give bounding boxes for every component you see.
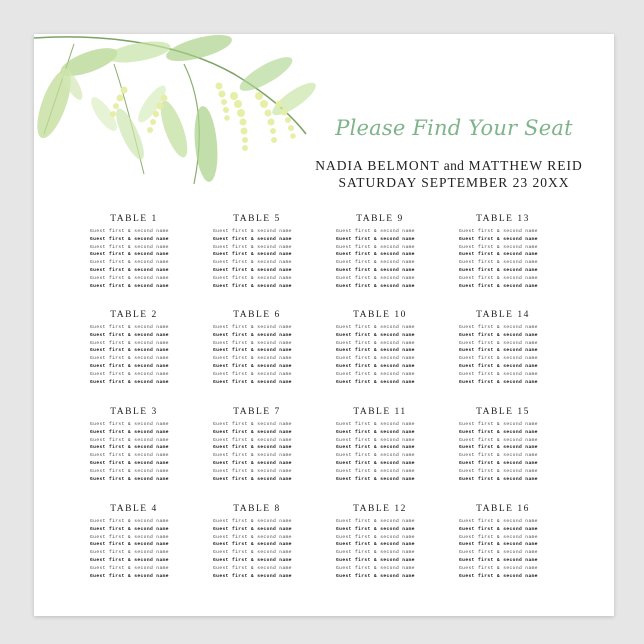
guest-name: Guest first & second name xyxy=(90,275,169,281)
guest-name: Guest first & second name xyxy=(336,557,415,563)
guest-name: Guest first & second name xyxy=(213,542,292,548)
guest-name: Guest first & second name xyxy=(336,519,415,524)
table-title: TABLE 7 xyxy=(233,407,281,417)
guest-name: Guest first & second name xyxy=(459,526,538,532)
guest-name: Guest first & second name xyxy=(213,340,292,346)
table-title: TABLE 3 xyxy=(110,407,158,417)
guest-name: Guest first & second name xyxy=(336,565,415,571)
guest-name: Guest first & second name xyxy=(459,267,538,273)
guest-name: Guest first & second name xyxy=(459,340,538,346)
guest-name: Guest first & second name xyxy=(90,236,169,242)
guest-name: Guest first & second name xyxy=(336,363,415,369)
table-title: TABLE 2 xyxy=(110,310,158,320)
guest-name: Guest first & second name xyxy=(459,332,538,338)
table-title: TABLE 16 xyxy=(476,504,530,514)
guest-name: Guest first & second name xyxy=(213,453,292,459)
guest-name: Guest first & second name xyxy=(90,429,169,435)
guest-name: Guest first & second name xyxy=(90,340,169,346)
guest-name: Guest first & second name xyxy=(90,573,169,579)
guest-name: Guest first & second name xyxy=(90,542,169,548)
guest-name: Guest first & second name xyxy=(90,379,169,385)
guest-name: Guest first & second name xyxy=(213,565,292,571)
guest-name: Guest first & second name xyxy=(213,379,292,385)
guest-name: Guest first & second name xyxy=(90,550,169,556)
guest-name: Guest first & second name xyxy=(213,526,292,532)
guest-name: Guest first & second name xyxy=(336,526,415,532)
table-block xyxy=(84,310,184,386)
guest-name: Guest first & second name xyxy=(336,379,415,385)
table-title: TABLE 1 xyxy=(110,214,158,224)
guest-name: Guest first & second name xyxy=(336,453,415,459)
guest-name: Guest first & second name xyxy=(336,267,415,273)
guest-name: Guest first & second name xyxy=(459,453,538,459)
guest-name: Guest first & second name xyxy=(336,356,415,362)
guest-name: Guest first & second name xyxy=(459,573,538,579)
guest-name: Guest first & second name xyxy=(213,236,292,242)
table-title: TABLE 13 xyxy=(476,214,530,224)
guest-name: Guest first & second name xyxy=(336,550,415,556)
guest-name: Guest first & second name xyxy=(336,260,415,266)
guest-name: Guest first & second name xyxy=(213,429,292,435)
guest-name: Guest first & second name xyxy=(336,445,415,451)
guest-name: Guest first & second name xyxy=(459,519,538,524)
guest-name: Guest first & second name xyxy=(90,422,169,427)
guest-name: Guest first & second name xyxy=(213,363,292,369)
guest-name: Guest first & second name xyxy=(459,283,538,289)
guest-name: Guest first & second name xyxy=(90,519,169,524)
guest-name: Guest first & second name xyxy=(336,422,415,427)
table-title: TABLE 10 xyxy=(353,310,407,320)
guest-name: Guest first & second name xyxy=(459,565,538,571)
guest-name: Guest first & second name xyxy=(336,283,415,289)
guest-name: Guest first & second name xyxy=(459,468,538,474)
guest-name: Guest first & second name xyxy=(90,460,169,466)
guest-name: Guest first & second name xyxy=(213,573,292,579)
table-block xyxy=(453,504,553,580)
guest-name: Guest first & second name xyxy=(459,437,538,443)
table-block xyxy=(453,310,553,386)
guest-name: Guest first & second name xyxy=(213,550,292,556)
guest-name: Guest first & second name xyxy=(90,468,169,474)
guest-name: Guest first & second name xyxy=(336,371,415,377)
guest-name: Guest first & second name xyxy=(213,348,292,354)
guest-name: Guest first & second name xyxy=(213,260,292,266)
table-title: TABLE 5 xyxy=(233,214,281,224)
guest-name: Guest first & second name xyxy=(336,244,415,250)
guest-name: Guest first & second name xyxy=(213,468,292,474)
guest-name: Guest first & second name xyxy=(459,244,538,250)
guest-name: Guest first & second name xyxy=(336,332,415,338)
guest-name: Guest first & second name xyxy=(90,229,169,234)
table-block xyxy=(207,214,307,290)
guest-name: Guest first & second name xyxy=(336,573,415,579)
page-title: Please Find Your Seat xyxy=(335,116,573,140)
guest-name: Guest first & second name xyxy=(213,229,292,234)
guest-name: Guest first & second name xyxy=(336,236,415,242)
guest-name: Guest first & second name xyxy=(459,363,538,369)
guest-name: Guest first & second name xyxy=(336,476,415,482)
guest-name: Guest first & second name xyxy=(459,542,538,548)
guest-name: Guest first & second name xyxy=(90,267,169,273)
guest-name: Guest first & second name xyxy=(336,429,415,435)
guest-name: Guest first & second name xyxy=(90,332,169,338)
guest-name: Guest first & second name xyxy=(90,363,169,369)
guest-name: Guest first & second name xyxy=(90,534,169,540)
guest-name: Guest first & second name xyxy=(459,445,538,451)
table-title: TABLE 11 xyxy=(353,407,407,417)
guest-name: Guest first & second name xyxy=(90,260,169,266)
guest-name: Guest first & second name xyxy=(90,325,169,330)
groom-name: MATTHEW REID xyxy=(468,158,583,173)
guest-name: Guest first & second name xyxy=(213,332,292,338)
guest-name: Guest first & second name xyxy=(336,437,415,443)
watercolor-foliage-illustration xyxy=(34,34,334,224)
guest-name: Guest first & second name xyxy=(90,283,169,289)
table-block xyxy=(207,407,307,483)
table-block xyxy=(330,407,430,483)
guest-name: Guest first & second name xyxy=(459,252,538,258)
guest-name: Guest first & second name xyxy=(459,275,538,281)
guest-name: Guest first & second name xyxy=(459,476,538,482)
guest-name: Guest first & second name xyxy=(213,445,292,451)
table-title: TABLE 9 xyxy=(356,214,404,224)
guest-name: Guest first & second name xyxy=(90,356,169,362)
table-block xyxy=(84,504,184,580)
guest-name: Guest first & second name xyxy=(213,371,292,377)
guest-name: Guest first & second name xyxy=(213,476,292,482)
guest-name: Guest first & second name xyxy=(90,244,169,250)
guest-name: Guest first & second name xyxy=(213,437,292,443)
guest-name: Guest first & second name xyxy=(459,325,538,330)
guest-name: Guest first & second name xyxy=(90,476,169,482)
guest-name: Guest first & second name xyxy=(336,348,415,354)
guest-name: Guest first & second name xyxy=(90,348,169,354)
guest-name: Guest first & second name xyxy=(459,229,538,234)
guest-name: Guest first & second name xyxy=(336,542,415,548)
guest-name: Guest first & second name xyxy=(459,422,538,427)
guest-name: Guest first & second name xyxy=(90,453,169,459)
seating-chart-poster xyxy=(34,34,614,616)
table-block xyxy=(453,214,553,290)
guest-name: Guest first & second name xyxy=(90,252,169,258)
table-block xyxy=(330,504,430,580)
guest-name: Guest first & second name xyxy=(459,557,538,563)
bride-name: NADIA BELMONT xyxy=(315,158,440,173)
guest-name: Guest first & second name xyxy=(213,356,292,362)
guest-name: Guest first & second name xyxy=(90,526,169,532)
tables-grid xyxy=(84,214,574,610)
table-block xyxy=(330,310,430,386)
guest-name: Guest first & second name xyxy=(213,283,292,289)
guest-name: Guest first & second name xyxy=(459,534,538,540)
table-title: TABLE 12 xyxy=(353,504,407,514)
guest-name: Guest first & second name xyxy=(90,445,169,451)
guest-name: Guest first & second name xyxy=(336,460,415,466)
guest-name: Guest first & second name xyxy=(336,275,415,281)
guest-name: Guest first & second name xyxy=(336,325,415,330)
guest-name: Guest first & second name xyxy=(459,429,538,435)
guest-name: Guest first & second name xyxy=(213,460,292,466)
guest-name: Guest first & second name xyxy=(336,252,415,258)
table-title: TABLE 8 xyxy=(233,504,281,514)
table-block xyxy=(330,214,430,290)
guest-name: Guest first & second name xyxy=(459,260,538,266)
table-block xyxy=(207,310,307,386)
couple-conjunction: and xyxy=(443,158,465,173)
guest-name: Guest first & second name xyxy=(459,371,538,377)
guest-name: Guest first & second name xyxy=(336,468,415,474)
guest-name: Guest first & second name xyxy=(459,236,538,242)
table-block xyxy=(453,407,553,483)
table-block xyxy=(207,504,307,580)
guest-name: Guest first & second name xyxy=(90,557,169,563)
guest-name: Guest first & second name xyxy=(213,275,292,281)
guest-name: Guest first & second name xyxy=(336,340,415,346)
guest-name: Guest first & second name xyxy=(213,519,292,524)
event-date: SATURDAY SEPTEMBER 23 20XX xyxy=(338,175,570,190)
guest-name: Guest first & second name xyxy=(213,252,292,258)
guest-name: Guest first & second name xyxy=(336,229,415,234)
guest-name: Guest first & second name xyxy=(336,534,415,540)
table-title: TABLE 6 xyxy=(233,310,281,320)
guest-name: Guest first & second name xyxy=(213,325,292,330)
guest-name: Guest first & second name xyxy=(213,534,292,540)
guest-name: Guest first & second name xyxy=(213,422,292,427)
guest-name: Guest first & second name xyxy=(213,244,292,250)
guest-name: Guest first & second name xyxy=(90,437,169,443)
couple-names xyxy=(304,158,594,174)
table-block xyxy=(84,214,184,290)
guest-name: Guest first & second name xyxy=(459,460,538,466)
table-title: TABLE 4 xyxy=(110,504,158,514)
guest-name: Guest first & second name xyxy=(213,267,292,273)
guest-name: Guest first & second name xyxy=(459,550,538,556)
guest-name: Guest first & second name xyxy=(459,348,538,354)
guest-name: Guest first & second name xyxy=(459,379,538,385)
guest-name: Guest first & second name xyxy=(90,565,169,571)
table-block xyxy=(84,407,184,483)
guest-name: Guest first & second name xyxy=(90,371,169,377)
guest-name: Guest first & second name xyxy=(213,557,292,563)
table-title: TABLE 15 xyxy=(476,407,530,417)
guest-name: Guest first & second name xyxy=(459,356,538,362)
table-title: TABLE 14 xyxy=(476,310,530,320)
